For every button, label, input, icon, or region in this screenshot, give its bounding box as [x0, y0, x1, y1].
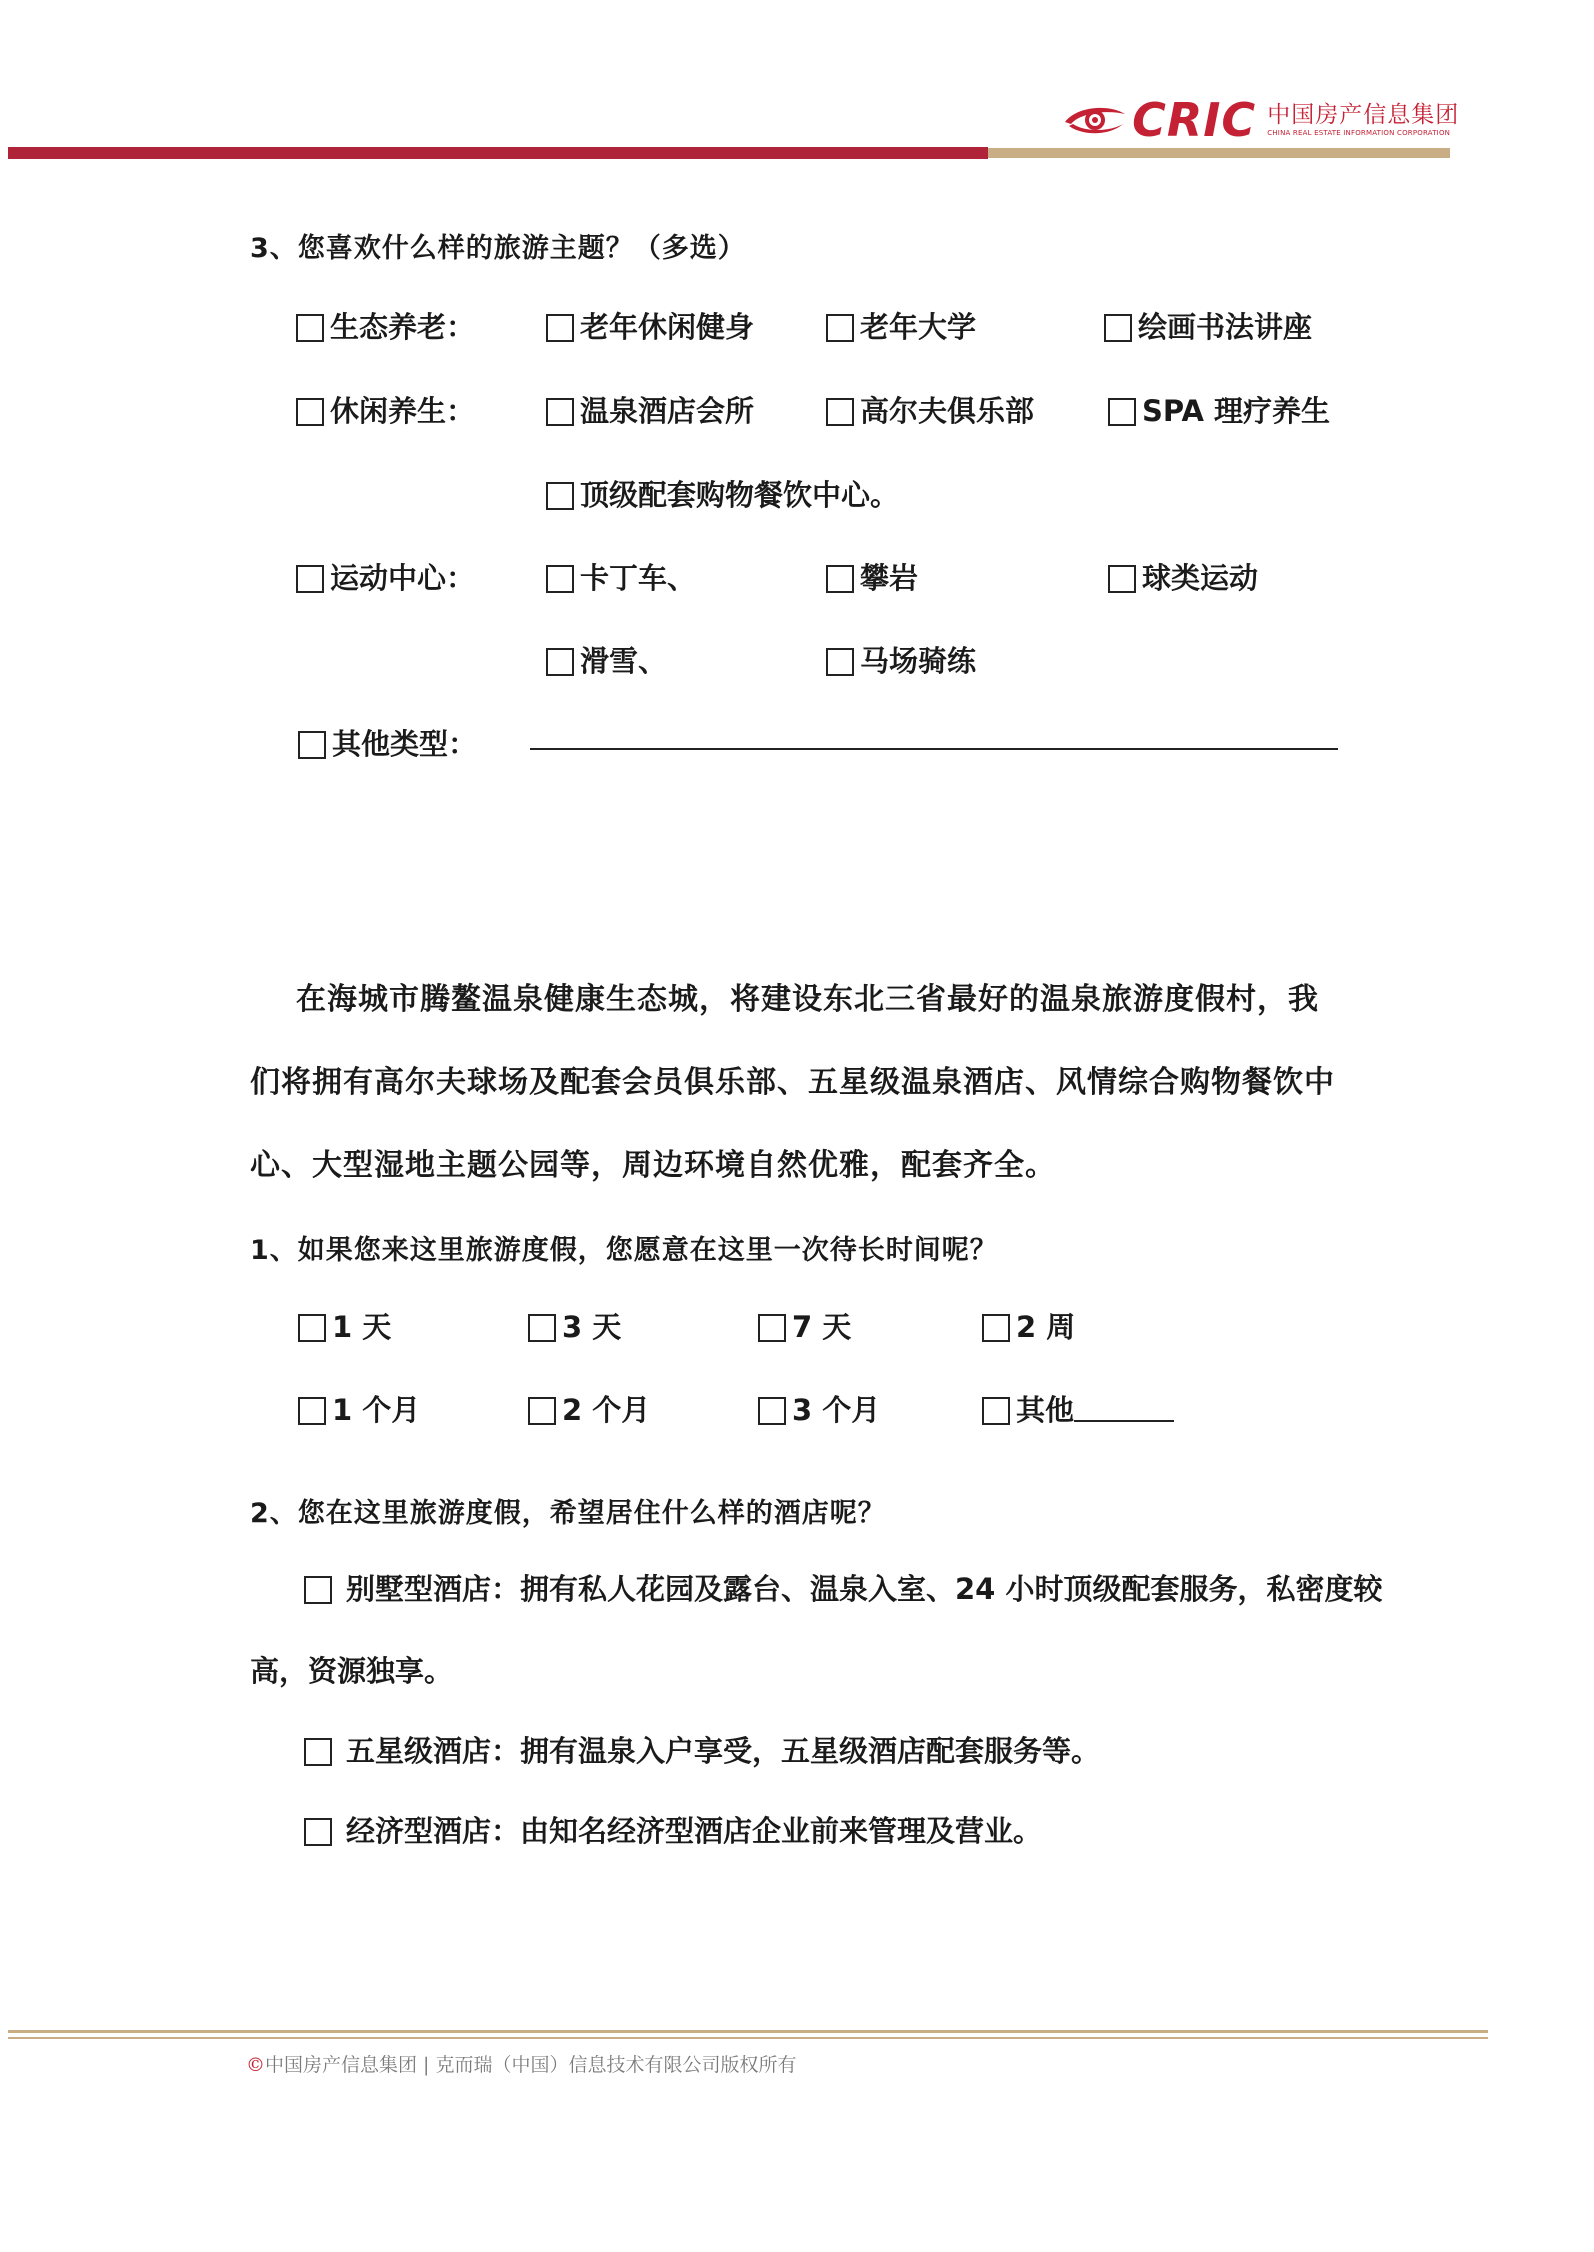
- checkbox[interactable]: [758, 1314, 786, 1342]
- header-rule-red: [8, 147, 988, 159]
- logo-wordmark: CRIC: [1132, 93, 1257, 147]
- copyright-icon: ©: [246, 2054, 265, 2076]
- option-1-month[interactable]: 1 个月: [298, 1393, 420, 1427]
- option-3-days[interactable]: 3 天: [528, 1310, 621, 1344]
- option-other-duration[interactable]: 其他: [982, 1393, 1174, 1427]
- checkbox[interactable]: [546, 482, 574, 510]
- checkbox[interactable]: [298, 731, 326, 759]
- checkbox[interactable]: [758, 1397, 786, 1425]
- checkbox[interactable]: [1108, 398, 1136, 426]
- option-elderly-fitness[interactable]: 老年休闲健身: [546, 310, 754, 344]
- option-skiing[interactable]: 滑雪、: [546, 644, 667, 678]
- option-budget-hotel[interactable]: 经济型酒店：由知名经济型酒店企业前来管理及营业。: [304, 1814, 1042, 1848]
- checkbox[interactable]: [982, 1314, 1010, 1342]
- option-rock-climbing[interactable]: 攀岩: [826, 561, 918, 595]
- footer-rule-top: [8, 2030, 1488, 2033]
- checkbox[interactable]: [546, 565, 574, 593]
- cric-eye-logo-icon: [1063, 100, 1127, 140]
- intro-paragraph-line-1: 在海城市腾鳌温泉健康生态城，将建设东北三省最好的温泉旅游度假村，我: [296, 982, 1319, 1017]
- intro-paragraph-line-3: 心、大型湿地主题公园等，周边环境自然优雅，配套齐全。: [250, 1148, 1056, 1183]
- theme-category-other[interactable]: 其他类型：: [298, 727, 477, 761]
- option-painting-calligraphy[interactable]: 绘画书法讲座: [1104, 310, 1312, 344]
- option-golf-club[interactable]: 高尔夫俱乐部: [826, 394, 1034, 428]
- checkbox[interactable]: [826, 565, 854, 593]
- option-hot-spring-hotel[interactable]: 温泉酒店会所: [546, 394, 754, 428]
- option-1-day[interactable]: 1 天: [298, 1310, 391, 1344]
- checkbox[interactable]: [304, 1818, 332, 1846]
- option-villa-hotel[interactable]: 别墅型酒店：拥有私人花园及露台、温泉入室、24 小时顶级配套服务，私密度较: [304, 1572, 1382, 1606]
- checkbox[interactable]: [826, 648, 854, 676]
- other-duration-fill-in-line[interactable]: [1074, 1420, 1174, 1422]
- header-rule-gold: [988, 148, 1450, 158]
- option-shopping-dining-center[interactable]: 顶级配套购物餐饮中心。: [546, 478, 899, 512]
- question-1-title: 1、如果您来这里旅游度假，您愿意在这里一次待长时间呢？: [250, 1235, 998, 1266]
- footer-copyright: ©中国房产信息集团 | 克而瑞（中国）信息技术有限公司版权所有: [246, 2054, 797, 2076]
- checkbox[interactable]: [546, 314, 574, 342]
- footer-rule-bottom: [8, 2037, 1488, 2039]
- logo-english-name: CHINA REAL ESTATE INFORMATION CORPORATION: [1267, 129, 1451, 137]
- checkbox[interactable]: [296, 398, 324, 426]
- theme-category-sports-center[interactable]: 运动中心：: [296, 561, 475, 595]
- option-2-months[interactable]: 2 个月: [528, 1393, 650, 1427]
- intro-paragraph-line-2: 们将拥有高尔夫球场及配套会员俱乐部、五星级温泉酒店、风情综合购物餐饮中: [250, 1065, 1335, 1100]
- checkbox[interactable]: [826, 314, 854, 342]
- checkbox[interactable]: [1108, 565, 1136, 593]
- option-horse-riding[interactable]: 马场骑练: [826, 644, 976, 678]
- checkbox[interactable]: [826, 398, 854, 426]
- option-go-kart[interactable]: 卡丁车、: [546, 561, 696, 595]
- cric-logo: [1063, 93, 1460, 147]
- option-spa[interactable]: SPA 理疗养生: [1108, 394, 1330, 428]
- checkbox[interactable]: [298, 1397, 326, 1425]
- checkbox[interactable]: [304, 1738, 332, 1766]
- option-2-weeks[interactable]: 2 周: [982, 1310, 1075, 1344]
- theme-category-leisure-wellness[interactable]: 休闲养生：: [296, 394, 475, 428]
- option-7-days[interactable]: 7 天: [758, 1310, 851, 1344]
- checkbox[interactable]: [528, 1314, 556, 1342]
- checkbox[interactable]: [296, 565, 324, 593]
- option-elderly-university[interactable]: 老年大学: [826, 310, 976, 344]
- checkbox[interactable]: [528, 1397, 556, 1425]
- checkbox[interactable]: [546, 398, 574, 426]
- question-2-title: 2、您在这里旅游度假，希望居住什么样的酒店呢？: [250, 1498, 886, 1529]
- logo-chinese-name: 中国房产信息集团: [1267, 102, 1460, 128]
- checkbox[interactable]: [304, 1576, 332, 1604]
- checkbox[interactable]: [1104, 314, 1132, 342]
- question-3-title: 3、您喜欢什么样的旅游主题？（多选）: [250, 233, 746, 264]
- checkbox[interactable]: [296, 314, 324, 342]
- option-ball-sports[interactable]: 球类运动: [1108, 561, 1258, 595]
- checkbox[interactable]: [546, 648, 574, 676]
- checkbox[interactable]: [298, 1314, 326, 1342]
- option-3-months[interactable]: 3 个月: [758, 1393, 880, 1427]
- option-villa-hotel-continued: 高，资源独享。: [250, 1654, 454, 1688]
- option-five-star-hotel[interactable]: 五星级酒店：拥有温泉入户享受，五星级酒店配套服务等。: [304, 1734, 1100, 1768]
- theme-category-eco-elderly[interactable]: 生态养老：: [296, 310, 475, 344]
- other-type-fill-in-line[interactable]: [530, 748, 1338, 750]
- checkbox[interactable]: [982, 1397, 1010, 1425]
